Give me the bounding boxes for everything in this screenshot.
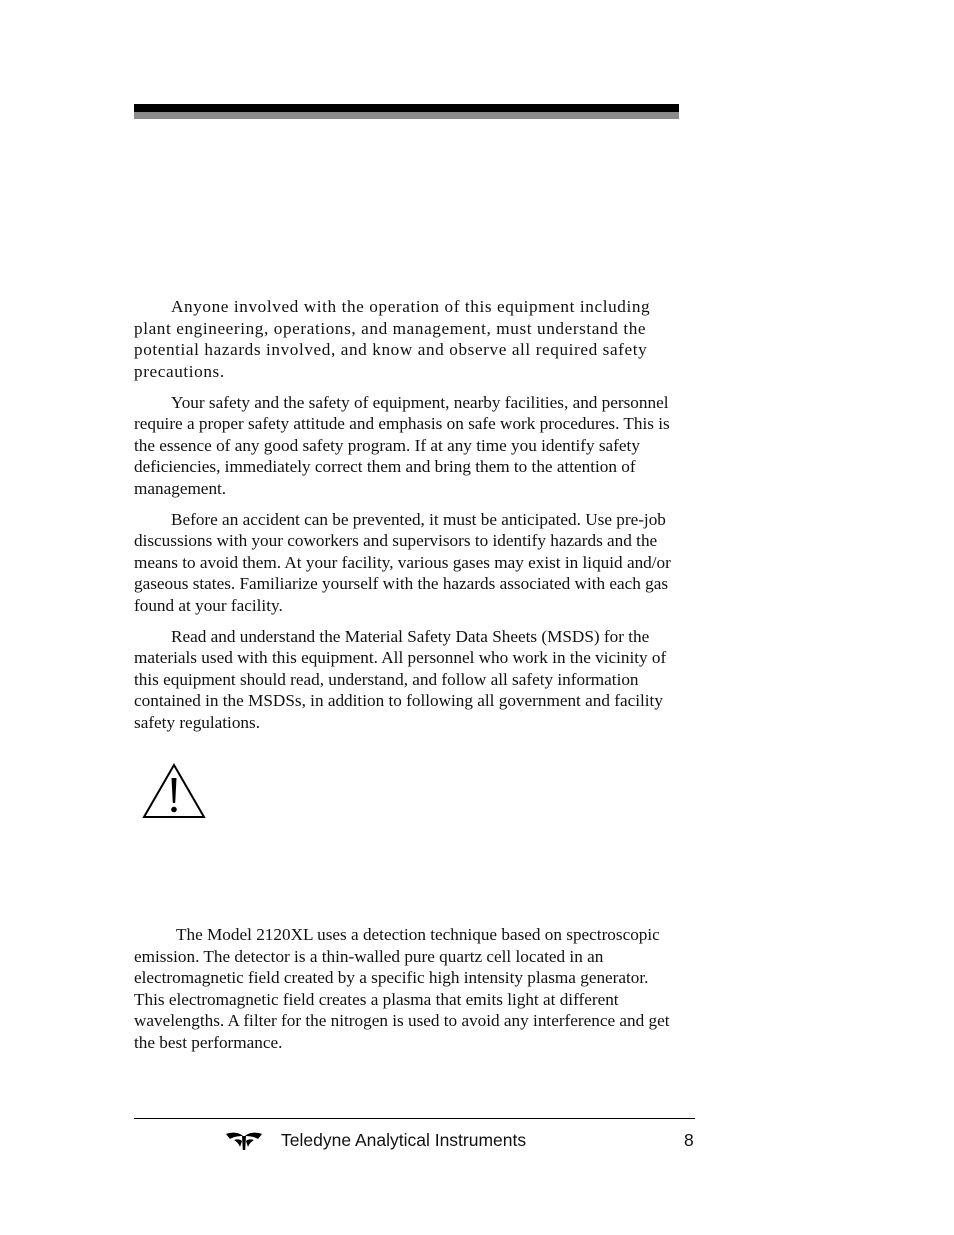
principle-section [134,924,679,1063]
footer-rule [134,1118,695,1119]
teledyne-logo-icon [226,1130,262,1152]
paragraph: Anyone involved with the operation of this equipment including plant engineering, operations, and management, must understand the potential hazards involved, and know and observe all required safety precautions. [134,297,651,381]
safety-section [134,296,679,743]
paragraph: Your safety and the safety of equipment, nearby facilities, and personnel require a proper safety attitude and emphasis on safe work procedures. This is the essence of any good safety program. If at any time you identify safety deficiencies, immediately correct them and bring them to the attention of management. [134,392,670,498]
paragraph: Read and understand the Material Safety Data Sheets (MSDS) for the materials used with this equipment. All personnel who work in the vicinity of this equipment should read, understand, and follow all safety information contained in the MSDSs, in addition to following all government and facility safety regulations. [134,626,667,732]
footer-company-name: Teledyne Analytical Instruments [281,1130,527,1150]
paragraph: Before an accident can be prevented, it must be anticipated. Use pre-job discussions with your coworkers and supervisors to identify hazards and the means to avoid them. At your facility, various gases may exist in liquid and/or gaseous states. Familiarize yourself with the hazards associated with each gas found at your facility. [134,509,671,615]
page-number: 8 [684,1130,694,1150]
warning-triangle-icon [142,763,206,819]
paragraph: The Model 2120XL uses a detection technique based on spectroscopic emission. The detector is a thin-walled pure quartz cell located in an electromagnetic field created by a specific high intensity plasma generator. This electromagnetic field creates a plasma that emits light at different wavelengths. A filter for the nitrogen is used to avoid any interference and get the best performance. [134,925,670,1052]
header-rule-shadow [134,112,679,119]
header-rule [134,104,679,112]
